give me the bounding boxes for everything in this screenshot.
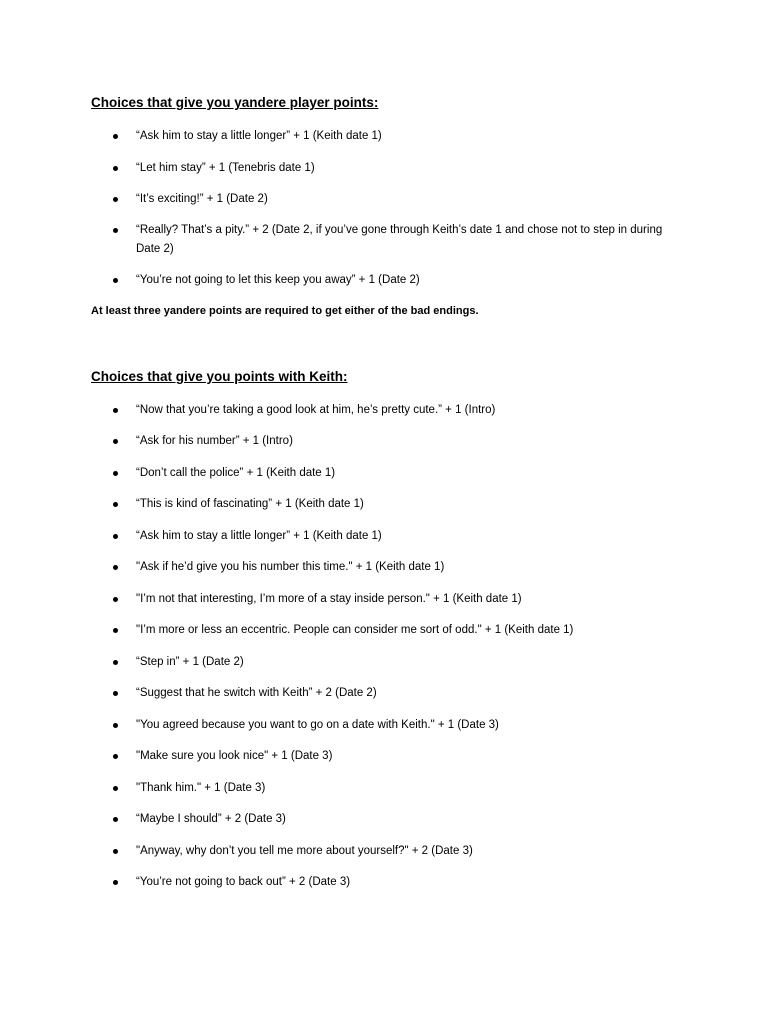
bullet-icon: [113, 197, 118, 202]
bullet-icon: [113, 565, 118, 570]
bullet-icon: [113, 439, 118, 444]
list-item-text: “Maybe I should” + 2 (Date 3): [136, 813, 286, 825]
bullet-icon: [113, 134, 118, 139]
bullet-icon: [113, 691, 118, 696]
bullet-icon: [113, 817, 118, 822]
bullet-icon: [113, 228, 118, 233]
bullet-icon: [113, 849, 118, 854]
list-item-text: “Really? That’s a pity.” + 2 (Date 2, if you’ve gone through Keith’s date 1 and chose not to step in during Date 2): [136, 224, 663, 255]
list-item-text: "Make sure you look nice" + 1 (Date 3): [136, 750, 333, 762]
bullet-icon: [113, 166, 118, 171]
bullet-icon: [113, 880, 118, 885]
bullet-icon: [113, 628, 118, 633]
list-item-text: "Anyway, why don’t you tell me more about yourself?" + 2 (Date 3): [136, 845, 473, 857]
bullet-icon: [113, 723, 118, 728]
bullet-icon: [113, 471, 118, 476]
yandere-points-heading: Choices that give you yandere player points:: [91, 95, 379, 110]
bullet-icon: [113, 534, 118, 539]
keith-points-heading: Choices that give you points with Keith:: [91, 369, 348, 384]
list-item-text: “Ask him to stay a little longer” + 1 (Keith date 1): [136, 130, 382, 142]
list-item-text: “It’s exciting!” + 1 (Date 2): [136, 193, 268, 205]
bullet-icon: [113, 660, 118, 665]
list-item-text: “You’re not going to back out” + 2 (Date 3): [136, 876, 351, 888]
list-item-text: “Ask for his number” + 1 (Intro): [136, 435, 293, 447]
bullet-icon: [113, 408, 118, 413]
list-item-text: “You’re not going to let this keep you away” + 1 (Date 2): [136, 274, 420, 286]
list-item-text: “Don’t call the police” + 1 (Keith date 1): [136, 467, 336, 479]
bullet-icon: [113, 278, 118, 283]
list-item-text: "Thank him." + 1 (Date 3): [136, 782, 266, 794]
list-item-text: “Let him stay” + 1 (Tenebris date 1): [136, 162, 315, 174]
bad-endings-note: At least three yandere points are required to get either of the bad endings.: [91, 305, 479, 317]
list-item-text: “This is kind of fascinating” + 1 (Keith date 1): [136, 498, 364, 510]
bullet-icon: [113, 786, 118, 791]
list-item-text: “Suggest that he switch with Keith” + 2 (Date 2): [136, 687, 377, 699]
list-item-text: “Ask him to stay a little longer” + 1 (Keith date 1): [136, 530, 382, 542]
list-item-text: "You agreed because you want to go on a date with Keith." + 1 (Date 3): [136, 719, 499, 731]
bullet-icon: [113, 754, 118, 759]
list-item-text: “Now that you’re taking a good look at him, he’s pretty cute.” + 1 (Intro): [136, 404, 496, 416]
bullet-icon: [113, 502, 118, 507]
list-item-text: “Step in” + 1 (Date 2): [136, 656, 244, 668]
bullet-icon: [113, 597, 118, 602]
list-item-text: "I’m more or less an eccentric. People can consider me sort of odd." + 1 (Keith date 1): [136, 624, 574, 636]
list-item-text: "Ask if he’d give you his number this time." + 1 (Keith date 1): [136, 561, 445, 573]
list-item-text: "I’m not that interesting, I’m more of a stay inside person." + 1 (Keith date 1): [136, 593, 522, 605]
